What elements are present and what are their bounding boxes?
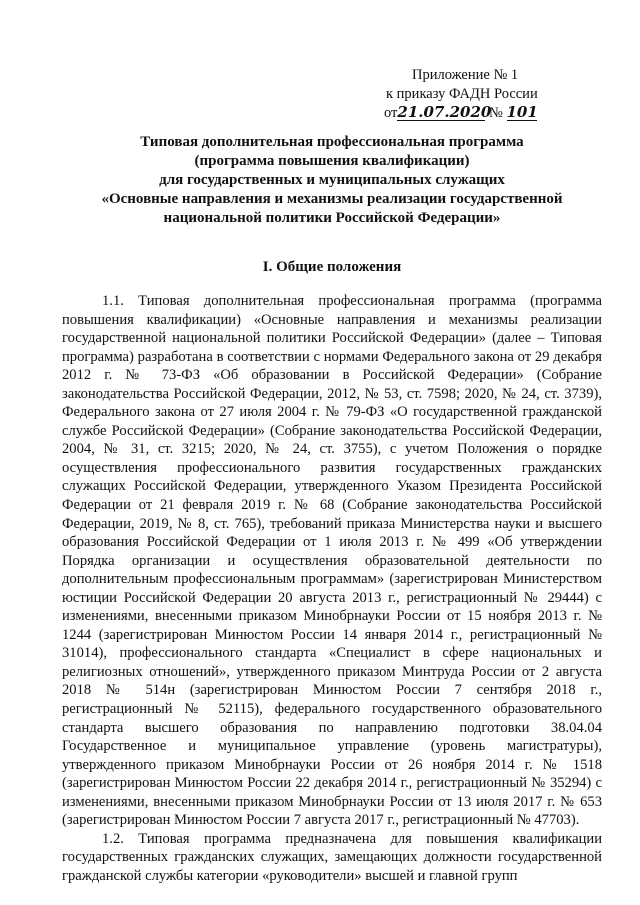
annex-header bbox=[384, 66, 584, 123]
annex-label: Приложение № 1 bbox=[412, 67, 519, 83]
document-body bbox=[62, 292, 602, 886]
document-title bbox=[62, 133, 602, 228]
title-line: (программа повышения квалификации) bbox=[194, 153, 470, 169]
handwritten-number: 101 bbox=[506, 103, 538, 121]
title-line: для государственных и муниципальных служащих bbox=[159, 172, 505, 188]
paragraph-1-2: 1.2. Типовая программа предназначена для повышения квалификации государственных гражданских служащих, замещающих должности государственной гражданской службы категории «руководители» высшей и главной групп bbox=[62, 830, 602, 884]
paragraph-1-1: 1.1. Типовая дополнительная профессиональная программа (программа повышения квалификации) «Основные направления и механизмы реализации государственной национальной политики Российской Федерации» (далее – Типовая программа) разработана в соответствии с нормами Федерального закона от 29 декабря 2012 г. № 73-ФЗ «Об образовании в Российской Федерации» (Собрание законодательства Российской Федерации, 2012, № 53, ст. 7598; 2020, № 24, ст. 3739), Федерального закона от 27 июля 2004 г. № 79-ФЗ «О государственной гражданской службе Российской Федерации» (Собрание законодательства Российской Федерации, 2004, № 31, ст. 3215; 2020, № 24, ст. 3755), с учетом Положения о порядке осуществления профессионального развития государственных гражданских служащих Российской Федерации, утвержденного Указом Президента Российской Федерации от 21 февраля 2019 г. № 68 (Собрание законодательства Российской Федерации, 2019, № 8, ст. 765), требований приказа Министерства науки и высшего образования Российской Федерации от 1 июля 2013 г. № 499 «Об утверждении Порядка организации и осуществления образовательной деятельности по дополнительным профессиональным программам» (зарегистрирован Министерством юстиции Российской Федерации 20 августа 2013 г., регистрационный № 29444) с изменениями, внесенными приказом Минобрнауки России от 15 ноября 2013 г. № 1244 (зарегистрирован Минюстом России 14 января 2014 г., регистрационный № 31014), профессионального стандарта «Специалист в сфере национальных и религиозных отношений», утвержденного приказом Минтруда России от 2 августа 2018 № 514н (зарегистрирован Минюстом России 7 сентября 2018 г., регистрационный № 52115), федерального государственного образовательного стандарта высшего образования по направлению подготовки 38.04.04 Государственное и муниципальное управление (уровень магистратуры), утвержденного приказом Минобрнауки России от 26 ноября 2014 г. № 1518 (зарегистрирован Минюстом России 22 декабря 2014 г., регистрационный № 35294) с изменениями, внесенными приказом Минобрнауки России от 13 июля 2017 г. № 653 (зарегистрирован Минюстом России 7 августа 2017 г., регистрационный № 47703). bbox=[62, 293, 602, 829]
handwritten-date: 21.07.2020 bbox=[397, 103, 492, 121]
title-line: Типовая дополнительная профессиональная программа bbox=[140, 134, 524, 150]
title-line: «Основные направления и механизмы реализации государственной bbox=[101, 191, 563, 207]
section-heading: I. Общие положения bbox=[262, 259, 402, 275]
number-prefix: № bbox=[489, 105, 503, 121]
title-line: национальной политики Российской Федерации» bbox=[163, 210, 501, 226]
date-prefix: от bbox=[384, 105, 398, 121]
order-date-number-line bbox=[384, 104, 584, 123]
order-reference: к приказу ФАДН России bbox=[386, 86, 538, 102]
